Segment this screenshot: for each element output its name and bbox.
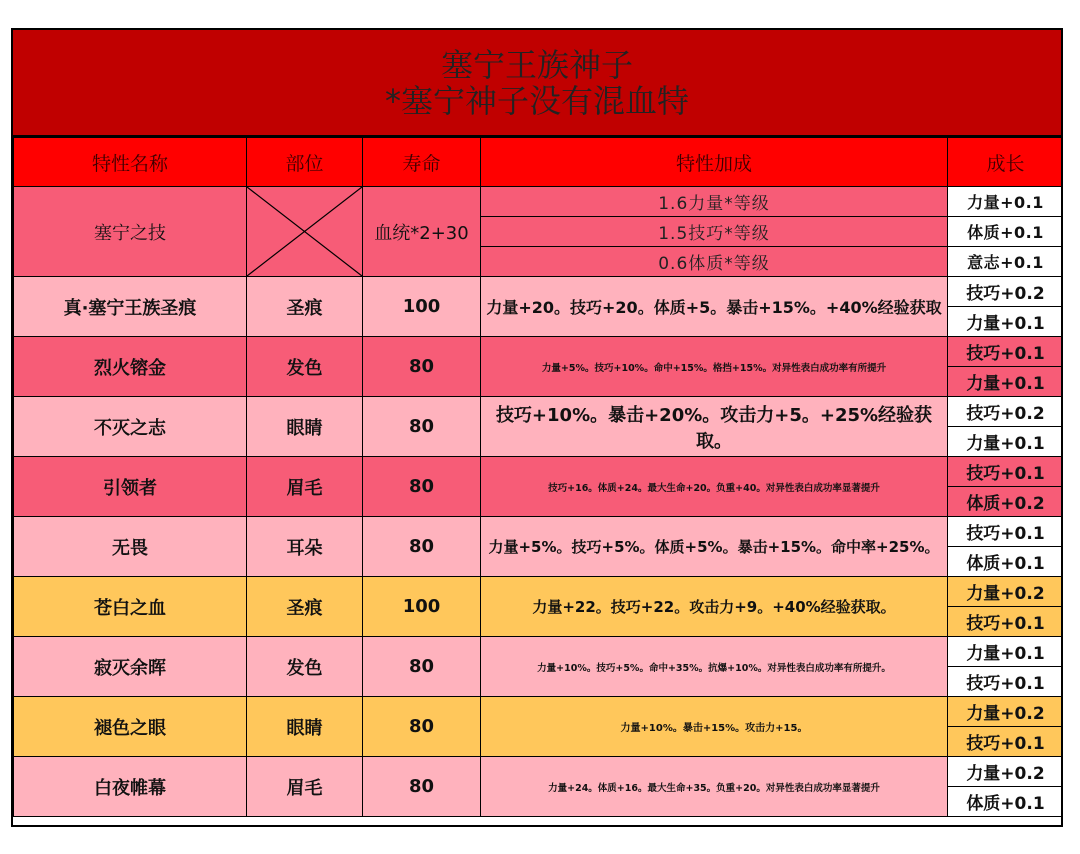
growth-value: 技巧+0.1 [948, 607, 1064, 637]
cross-mark-icon [247, 187, 362, 276]
growth-value: 体质+0.1 [948, 547, 1064, 577]
growth-value: 力量+0.2 [948, 577, 1064, 607]
trait-part: 发色 [247, 337, 363, 397]
trait-bonus: 技巧+10%。暴击+20%。攻击力+5。+25%经验获取。 [481, 397, 948, 457]
trait-life: 80 [363, 337, 481, 397]
trait-name: 白夜帷幕 [14, 757, 247, 817]
trait-bonus: 1.6力量*等级 [481, 187, 948, 217]
trait-life: 80 [363, 397, 481, 457]
trait-name: 烈火镕金 [14, 337, 247, 397]
sheet-title [13, 30, 1061, 137]
growth-value: 力量+0.1 [948, 637, 1064, 667]
table-row [14, 697, 1064, 727]
trait-part: 眉毛 [247, 757, 363, 817]
table-row [14, 757, 1064, 787]
growth-value: 技巧+0.1 [948, 337, 1064, 367]
trait-bonus: 1.5技巧*等级 [481, 217, 948, 247]
growth-value: 体质+0.1 [948, 787, 1064, 817]
trait-bonus: 力量+22。技巧+22。攻击力+9。+40%经验获取。 [481, 577, 948, 637]
trait-part: 眼睛 [247, 697, 363, 757]
trait-bonus: 技巧+16。体质+24。最大生命+20。负重+40。对异性表白成功率显著提升 [481, 457, 948, 517]
trait-bonus: 力量+10%。技巧+5%。命中+35%。抗爆+10%。对异性表白成功率有所提升。 [481, 637, 948, 697]
trait-part: 圣痕 [247, 277, 363, 337]
growth-value: 力量+0.1 [948, 307, 1064, 337]
table-row [14, 517, 1064, 547]
title-line-1: 塞宁王族神子 [440, 45, 633, 84]
trait-part: 眼睛 [247, 397, 363, 457]
trait-part: 圣痕 [247, 577, 363, 637]
growth-value: 力量+0.2 [948, 697, 1064, 727]
growth-value: 技巧+0.1 [948, 457, 1064, 487]
table-row [14, 637, 1064, 667]
header-life: 寿命 [363, 138, 481, 187]
header-growth: 成长 [948, 138, 1064, 187]
trait-bonus: 0.6体质*等级 [481, 247, 948, 277]
growth-value: 力量+0.1 [948, 187, 1064, 217]
growth-value: 意志+0.1 [948, 247, 1064, 277]
trait-name: 真·塞宁王族圣痕 [14, 277, 247, 337]
trait-table [13, 137, 1063, 817]
growth-value: 技巧+0.1 [948, 727, 1064, 757]
trait-life: 80 [363, 757, 481, 817]
table-row [14, 457, 1064, 487]
header-name: 特性名称 [14, 138, 247, 187]
trait-life: 80 [363, 637, 481, 697]
header-row [14, 138, 1064, 187]
trait-bonus: 力量+5%。技巧+5%。体质+5%。暴击+15%。命中率+25%。 [481, 517, 948, 577]
header-part: 部位 [247, 138, 363, 187]
trait-bonus: 力量+5%。技巧+10%。命中+15%。格挡+15%。对异性表白成功率有所提升 [481, 337, 948, 397]
trait-part: 耳朵 [247, 517, 363, 577]
header-bonus: 特性加成 [481, 138, 948, 187]
trait-name: 不灭之志 [14, 397, 247, 457]
trait-life: 80 [363, 697, 481, 757]
table-row [14, 577, 1064, 607]
growth-value: 技巧+0.2 [948, 277, 1064, 307]
growth-value: 技巧+0.1 [948, 517, 1064, 547]
trait-name: 寂灭余晖 [14, 637, 247, 697]
trait-life: 100 [363, 277, 481, 337]
trait-name: 引领者 [14, 457, 247, 517]
trait-name: 无畏 [14, 517, 247, 577]
growth-value: 力量+0.1 [948, 367, 1064, 397]
trait-part: 发色 [247, 637, 363, 697]
trait-life: 80 [363, 517, 481, 577]
growth-value: 技巧+0.2 [948, 397, 1064, 427]
trait-name: 褪色之眼 [14, 697, 247, 757]
trait-name: 苍白之血 [14, 577, 247, 637]
table-row [14, 277, 1064, 307]
table-row [14, 337, 1064, 367]
growth-value: 技巧+0.1 [948, 667, 1064, 697]
trait-bonus: 力量+20。技巧+20。体质+5。暴击+15%。+40%经验获取 [481, 277, 948, 337]
growth-value: 体质+0.1 [948, 217, 1064, 247]
growth-value: 体质+0.2 [948, 487, 1064, 517]
table-row [14, 397, 1064, 427]
trait-bonus: 力量+10%。暴击+15%。攻击力+15。 [481, 697, 948, 757]
trait-sheet [11, 28, 1063, 827]
part-cell [247, 187, 363, 277]
table-row [14, 187, 1064, 217]
trait-name: 塞宁之技 [14, 187, 247, 277]
title-line-2: *塞宁神子没有混血特 [384, 81, 689, 120]
trait-life: 80 [363, 457, 481, 517]
trait-bonus: 力量+24。体质+16。最大生命+35。负重+20。对异性表白成功率显著提升 [481, 757, 948, 817]
trait-life: 血统*2+30 [363, 187, 481, 277]
growth-value: 力量+0.2 [948, 757, 1064, 787]
trait-part: 眉毛 [247, 457, 363, 517]
trait-life: 100 [363, 577, 481, 637]
growth-value: 力量+0.1 [948, 427, 1064, 457]
